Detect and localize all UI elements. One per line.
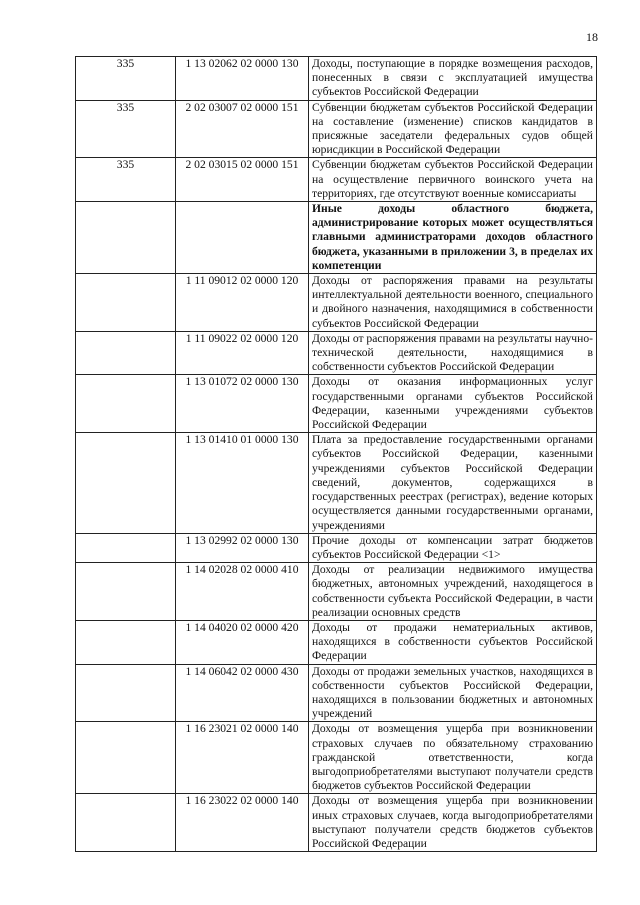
admin-code-cell (76, 664, 176, 722)
revenue-name-cell: Доходы от распоряжения правами на результаты интеллектуальной деятельности военного, специального и двойного назначения, находящимися в собственности субъектов Российской Федерации (309, 274, 597, 332)
revenue-name-cell: Доходы от реализации недвижимого имущества бюджетных, автономных учреждений, находящегося в собственности субъекта Российской Федерации, в части реализации основных средств (309, 563, 597, 621)
revenue-name-cell: Доходы от возмещения ущерба при возникновении иных страховых случаев, когда выгодоприобретателями выступают получатели средств бюджетов субъектов Российской Федерации (309, 794, 597, 852)
admin-code-cell: 335 (76, 57, 176, 101)
admin-code-cell (76, 722, 176, 794)
admin-code-cell (76, 375, 176, 433)
table-row (76, 563, 597, 621)
budget-code-cell: 1 11 09022 02 0000 120 (176, 331, 309, 375)
revenue-name-cell: Доходы от оказания информационных услуг государственными органами субъектов Российской Федерации, казенными учреждениями субъектов Российской Федерации (309, 375, 597, 433)
table-row (76, 331, 597, 375)
admin-code-cell: 335 (76, 158, 176, 202)
budget-code-cell: 1 16 23021 02 0000 140 (176, 722, 309, 794)
table-row (76, 375, 597, 433)
budget-code-cell: 2 02 03007 02 0000 151 (176, 100, 309, 158)
table-row (76, 794, 597, 852)
admin-code-cell: 335 (76, 100, 176, 158)
admin-code-cell (76, 433, 176, 533)
revenue-name-cell: Субвенции бюджетам субъектов Российской Федерации на осуществление первичного воинского учета на территориях, где отсутствуют военные комиссариаты (309, 158, 597, 202)
revenue-name-cell: Доходы, поступающие в порядке возмещения расходов, понесенных в связи с эксплуатацией имущества субъектов Российской Федерации (309, 57, 597, 101)
table-row (76, 620, 597, 664)
admin-code-cell (76, 794, 176, 852)
admin-code-cell (76, 563, 176, 621)
revenue-name-cell: Плата за предоставление государственными органами субъектов Российской Федерации, казенными учреждениями субъектов Российской Федерации сведений, документов, содержащихся в государственных реестрах (регистрах), ведение которых осуществляется данными государственными органами, учреждениями (309, 433, 597, 533)
admin-code-cell (76, 331, 176, 375)
admin-code-cell (76, 533, 176, 562)
section-header-row (76, 202, 597, 274)
revenue-name-cell: Прочие доходы от компенсации затрат бюджетов субъектов Российской Федерации <1> (309, 533, 597, 562)
budget-code-cell: 1 11 09012 02 0000 120 (176, 274, 309, 332)
revenue-codes-table (75, 56, 597, 852)
revenue-name-cell: Доходы от возмещения ущерба при возникновении страховых случаев по обязательному страхованию гражданской ответственности, когда выгодоприобретателями выступают получатели средств бюджетов субъектов Российской Федерации (309, 722, 597, 794)
budget-code-cell: 2 02 03015 02 0000 151 (176, 158, 309, 202)
revenue-name-cell: Доходы от продажи нематериальных активов, находящихся в собственности субъектов Российской Федерации (309, 620, 597, 664)
table-row (76, 274, 597, 332)
table-row (76, 433, 597, 533)
page-number: 18 (586, 30, 598, 44)
table-row (76, 722, 597, 794)
budget-code-cell: 1 14 06042 02 0000 430 (176, 664, 309, 722)
table-row (76, 158, 597, 202)
table-row (76, 100, 597, 158)
admin-code-cell (76, 274, 176, 332)
admin-code-cell (76, 620, 176, 664)
budget-code-cell: 1 16 23022 02 0000 140 (176, 794, 309, 852)
revenue-name-cell: Доходы от распоряжения правами на результаты научно-технической деятельности, находящимися в собственности субъектов Российской Федерации (309, 331, 597, 375)
budget-code-cell: 1 13 01410 01 0000 130 (176, 433, 309, 533)
revenue-name-cell: Доходы от продажи земельных участков, находящихся в собственности субъектов Российской Федерации, находящихся в пользовании бюджетных и автономных учреждений (309, 664, 597, 722)
table-row (76, 57, 597, 101)
revenue-name-cell: Субвенции бюджетам субъектов Российской Федерации на составление (изменение) списков кандидатов в присяжные заседатели федеральных судов общей юрисдикции в Российской Федерации (309, 100, 597, 158)
budget-code-cell (176, 202, 309, 274)
table-row (76, 664, 597, 722)
admin-code-cell (76, 202, 176, 274)
budget-code-cell: 1 13 02992 02 0000 130 (176, 533, 309, 562)
budget-code-cell: 1 13 02062 02 0000 130 (176, 57, 309, 101)
table-row (76, 533, 597, 562)
section-heading-cell: Иные доходы областного бюджета, администрирование которых может осуществляться главными администраторами доходов областного бюджета, указанными в приложении 3, в пределах их компетенции (309, 202, 597, 274)
budget-code-cell: 1 14 04020 02 0000 420 (176, 620, 309, 664)
budget-code-cell: 1 13 01072 02 0000 130 (176, 375, 309, 433)
budget-code-cell: 1 14 02028 02 0000 410 (176, 563, 309, 621)
